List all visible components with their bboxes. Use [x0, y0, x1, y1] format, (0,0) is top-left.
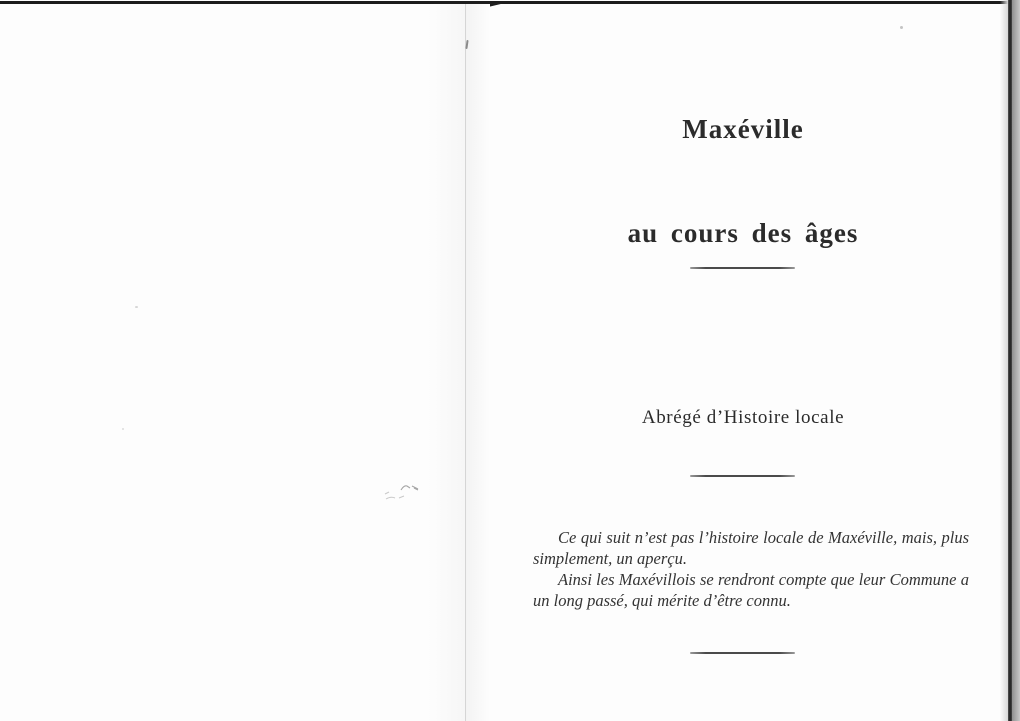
introduction-text: [533, 528, 969, 611]
right-page: [466, 4, 1008, 721]
paper-speck: [122, 428, 124, 430]
divider-rule-bottom: [690, 652, 795, 654]
book-subtitle: au cours des âges: [627, 218, 859, 249]
pencil-mark: [383, 480, 425, 504]
scan-background-strip: [1012, 0, 1020, 721]
divider-rule-middle: [690, 475, 795, 477]
book-title: Maxéville: [682, 114, 804, 145]
paper-speck: [900, 26, 903, 29]
left-page: [0, 4, 465, 721]
paper-speck: [135, 306, 138, 308]
page-edge-shadow: [1000, 0, 1008, 721]
intro-paragraph: Ce qui suit n’est pas l’histoire locale de Maxéville, mais, plus simplement, un aperçu.: [533, 528, 969, 568]
divider-rule-top: [690, 267, 795, 269]
intro-paragraph: Ainsi les Maxévillois se rendront compte que leur Commune a un long passé, qui mérite d’être connu.: [533, 570, 969, 610]
section-heading: Abrégé d’Histoire locale: [641, 407, 845, 428]
